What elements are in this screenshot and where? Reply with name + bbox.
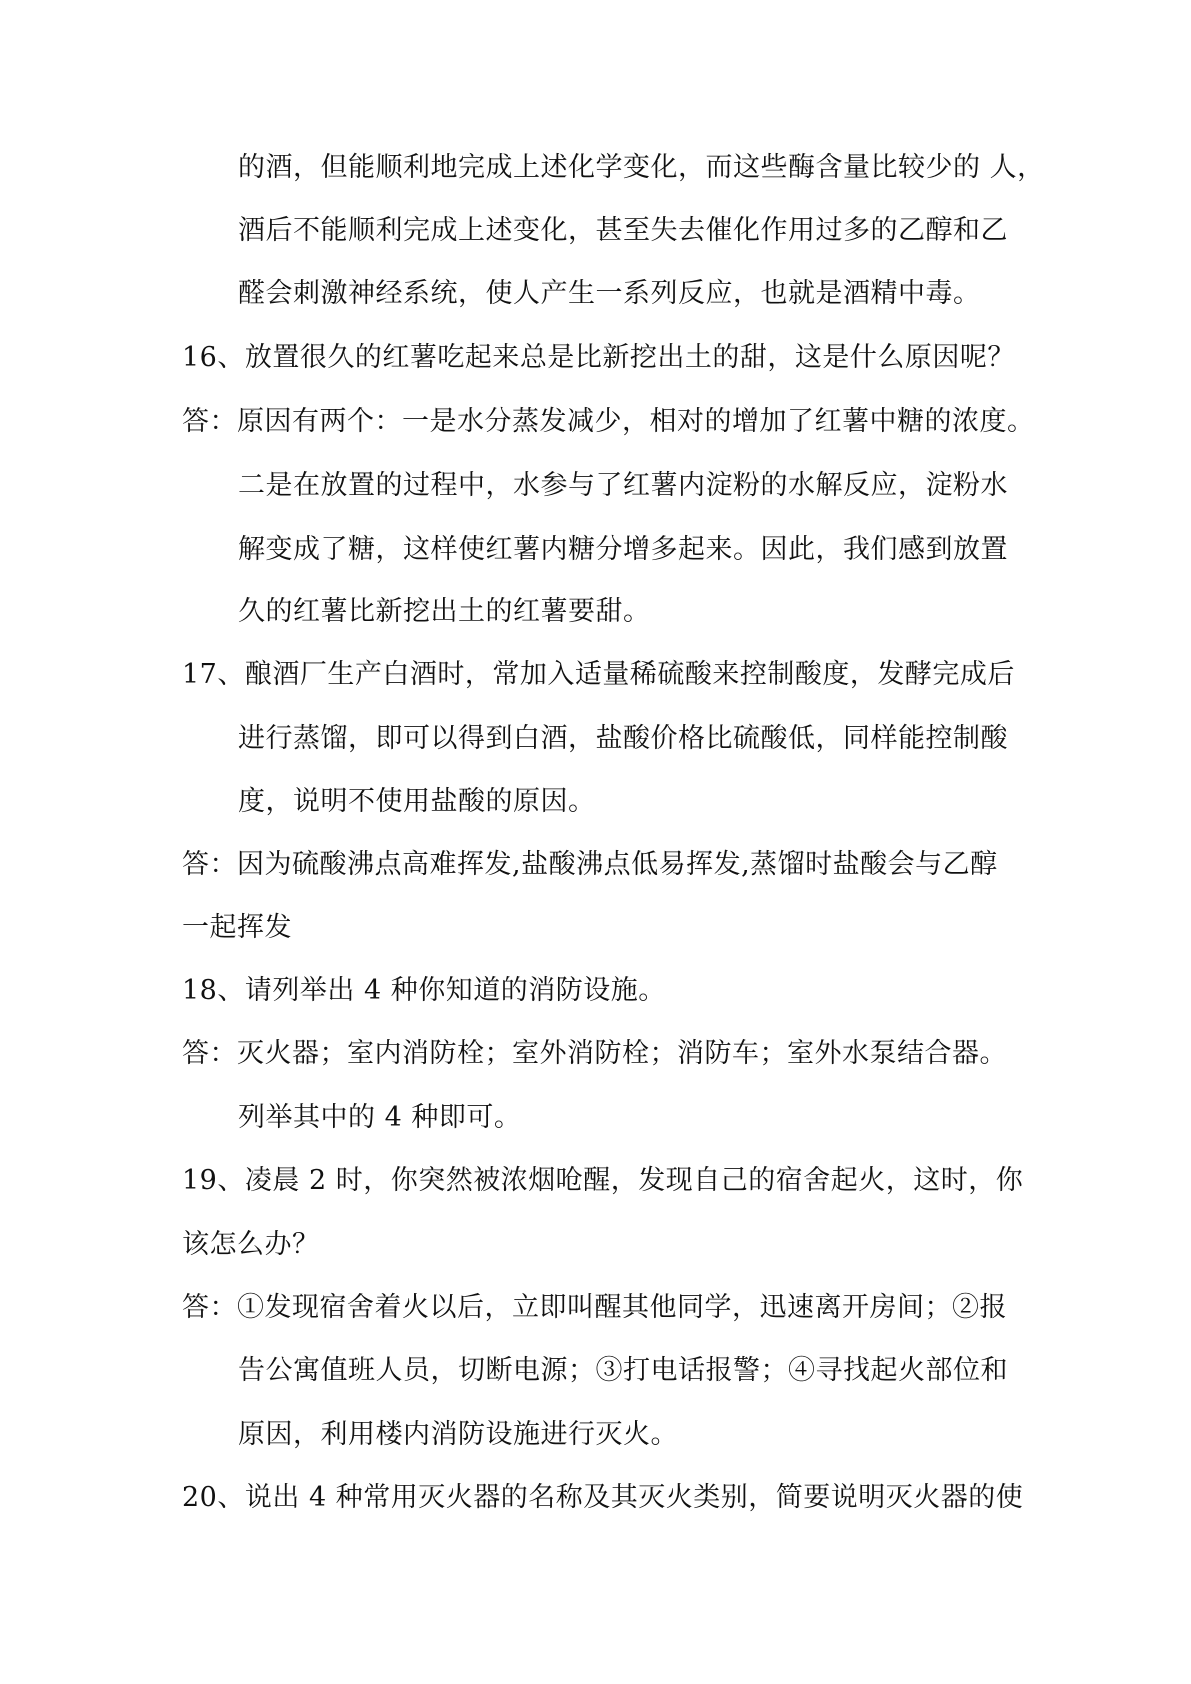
text-line: 久的红薯比新挖出土的红薯要甜。: [238, 596, 651, 627]
question-17: 17、酿酒厂生产白酒时，常加入适量稀硫酸来控制酸度，发酵完成后: [182, 659, 1015, 690]
answer-19: 答：①发现宿舍着火以后，立即叫醒其他同学，迅速离开房间；②报: [182, 1292, 1007, 1323]
text-line: 酒后不能顺利完成上述变化，甚至失去催化作用过多的乙醇和乙: [238, 215, 1008, 246]
text-line: 解变成了糖，这样使红薯内糖分增多起来。因此，我们感到放置: [238, 534, 1008, 565]
answer-18: 答：灭火器；室内消防栓；室外消防栓；消防车；室外水泵结合器。: [182, 1038, 1007, 1069]
text-line: 进行蒸馏，即可以得到白酒，盐酸价格比硫酸低，同样能控制酸: [238, 723, 1008, 754]
text-line: 度，说明不使用盐酸的原因。: [238, 786, 596, 817]
text-line: 一起挥发: [182, 912, 292, 943]
text-line: 醛会刺激神经系统，使人产生一系列反应，也就是酒精中毒。: [238, 278, 981, 309]
text-line: 该怎么办？: [182, 1229, 320, 1260]
question-19: 19、凌晨 2 时，你突然被浓烟呛醒，发现自己的宿舍起火，这时，你: [182, 1165, 1024, 1196]
question-16: 16、放置很久的红薯吃起来总是比新挖出土的甜，这是什么原因呢？: [182, 342, 1015, 373]
answer-17: 答：因为硫酸沸点高难挥发,盐酸沸点低易挥发,蒸馏时盐酸会与乙醇: [182, 849, 998, 880]
answer-16: 答：原因有两个：一是水分蒸发减少，相对的增加了红薯中糖的浓度。: [182, 406, 1035, 437]
question-20: 20、说出 4 种常用灭火器的名称及其灭火类别，简要说明灭火器的使: [182, 1482, 1024, 1513]
text-line: 二是在放置的过程中，水参与了红薯内淀粉的水解反应，淀粉水: [238, 470, 1008, 501]
text-line: 原因，利用楼内消防设施进行灭火。: [238, 1419, 678, 1450]
question-18: 18、请列举出 4 种你知道的消防设施。: [182, 975, 666, 1006]
text-line: 列举其中的 4 种即可。: [238, 1102, 522, 1133]
text-line: 的酒，但能顺利地完成上述化学变化，而这些酶含量比较少的 人，: [238, 152, 1045, 183]
text-line: 告公寓值班人员，切断电源；③打电话报警；④寻找起火部位和: [238, 1355, 1008, 1386]
